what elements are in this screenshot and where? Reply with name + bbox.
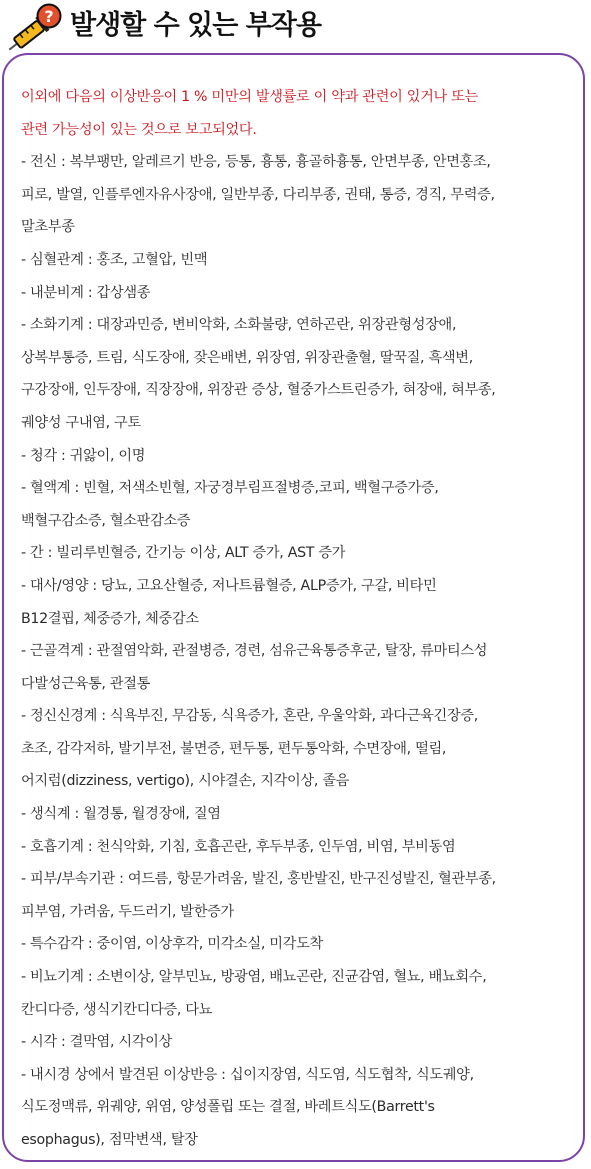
body-line: - 심혈관계 : 홍조, 고혈압, 빈맥: [21, 251, 208, 268]
body-line: 초조, 감각저하, 발기부전, 불면증, 편두통, 편두통악화, 수면장애, 떨림,: [21, 740, 447, 757]
body-line: 어지럼(dizziness, vertigo), 시야결손, 지각이상, 졸음: [21, 773, 350, 790]
body-line: - 생식계 : 월경통, 월경장애, 질염: [21, 806, 221, 823]
body-line: - 근골격계 : 관절염악화, 관절병증, 경련, 섬유근육통증후군, 탈장, 류마티스성: [21, 643, 488, 660]
body-line: - 특수감각 : 중이염, 이상후각, 미각소실, 미각도착: [21, 936, 323, 953]
body-line: - 청각 : 귀앓이, 이명: [21, 447, 146, 464]
body-line: 말초부종: [21, 219, 75, 236]
body-line: - 소화기계 : 대장과민증, 변비악화, 소화불량, 연하곤란, 위장관형성장애,: [21, 317, 457, 334]
side-effects-card: [2, 53, 585, 1162]
intro-line: 이외에 다음의 이상반응이 1 % 미만의 발생률로 이 약과 관련이 있거나 또는: [21, 89, 478, 105]
body-line: 구강장애, 인두장애, 직장장애, 위장관 증상, 혈중가스트린증가, 혀장애, 혀부종,: [21, 382, 496, 399]
body-line: 궤양성 구내염, 구토: [21, 414, 141, 431]
body-line: - 정신신경계 : 식욕부진, 무감동, 식욕증가, 혼란, 우울악화, 과다근육긴장증,: [21, 708, 478, 725]
body-line: 상복부통증, 트림, 식도장애, 잦은배변, 위장염, 위장관출혈, 딸꾹질, 흑색변,: [21, 349, 473, 366]
body-line: 피로, 발열, 인플루엔자유사장애, 일반부종, 다리부종, 권태, 통증, 경직, 무력증,: [21, 186, 495, 203]
body-line: 피부염, 가려움, 두드러기, 발한증가: [21, 903, 234, 920]
body-line: 다발성근육통, 관절통: [21, 675, 151, 692]
body-line: B12결핍, 체중증가, 체중감소: [21, 610, 199, 627]
syringe-question-icon: [6, 2, 68, 52]
body-line: - 전신 : 복부팽만, 알레르기 반응, 등통, 흉통, 흉골하흉통, 안면부종, 안면홍조,: [21, 154, 491, 171]
side-effects-list: [21, 81, 575, 1157]
svg-text:?: ?: [44, 7, 54, 26]
body-line: esophagus), 점막변색, 탈장: [21, 1132, 198, 1148]
body-line: - 혈액계 : 빈혈, 저색소빈혈, 자궁경부림프절병증,코피, 백혈구증가증,: [21, 480, 439, 497]
body-line: - 내시경 상에서 발견된 이상반응 : 십이지장염, 식도염, 식도협착, 식도궤양,: [21, 1066, 474, 1083]
body-line: - 피부/부속기관 : 여드름, 항문가려움, 발진, 홍반발진, 반구진성발진, 혈관부종,: [21, 871, 496, 888]
body-line: - 대사/영양 : 당뇨, 고요산혈증, 저나트륨혈증, ALP증가, 구갈, 비타민: [21, 577, 437, 594]
body-line: 백혈구감소증, 혈소판감소증: [21, 512, 191, 529]
page-title: 발생할 수 있는 부작용: [70, 10, 321, 41]
body-line: 식도정맥류, 위궤양, 위염, 양성폴립 또는 결절, 바레트식도(Barrett's: [21, 1099, 435, 1116]
body-line: - 비뇨기계 : 소변이상, 알부민뇨, 방광염, 배뇨곤란, 진균감염, 혈뇨, 배뇨회수,: [21, 969, 487, 986]
section-header: [0, 0, 591, 52]
intro-line: 관련 가능성이 있는 것으로 보고되었다.: [21, 121, 257, 138]
body-line: - 호흡기계 : 천식악화, 기침, 호흡곤란, 후두부종, 인두염, 비염, 부비동염: [21, 838, 456, 855]
body-line: 칸디다증, 생식기칸디다증, 다뇨: [21, 1001, 213, 1018]
body-line: - 시각 : 결막염, 시각이상: [21, 1034, 172, 1051]
body-line: - 내분비계 : 갑상샘종: [21, 284, 151, 301]
body-line: - 간 : 빌리루빈혈증, 간기능 이상, ALT 증가, AST 증가: [21, 545, 346, 562]
